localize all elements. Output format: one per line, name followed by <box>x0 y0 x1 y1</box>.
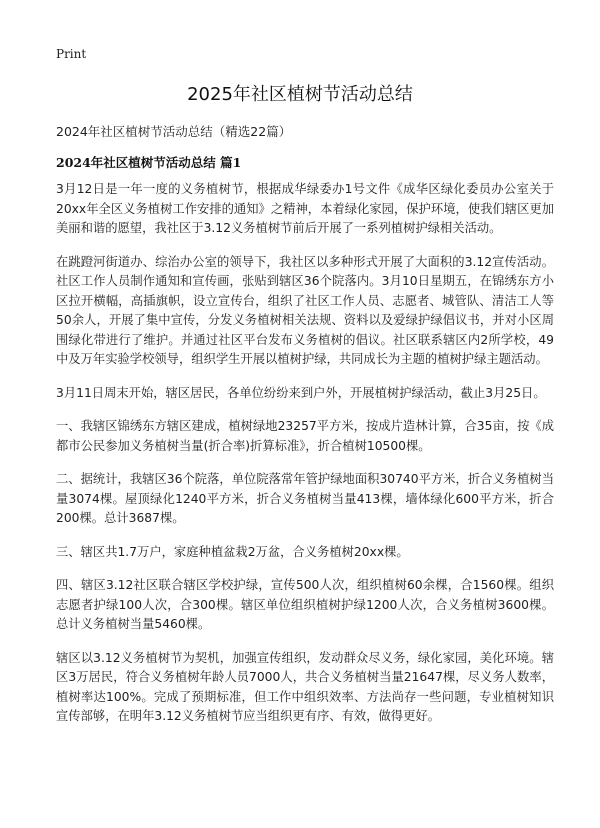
paragraph-intro: 3月12日是一年一度的义务植树节，根据成华绿委办1号文件《成华区绿化委员办公室关于20xx年全区义务植树工作安排的通知》之精神，本着绿化家园，保护环境，使我们辖区更加美丽和谐的愿望，我社区于3.12义务植树节前后开展了一系列植树护绿相关活动。 <box>56 182 554 235</box>
section-heading: 2024年社区植树节活动总结 篇1 <box>56 155 242 170</box>
paragraph-item-1: 一、我辖区锦绣东方辖区建成，植树绿地23257平方米，按成片造林计算，合35亩，按《成都市公民参加义务植树当量(折合率)折算标准》，折合植树10500棵。 <box>56 419 554 453</box>
print-link[interactable]: Print <box>56 47 87 61</box>
document-subtitle: 2024年社区植树节活动总结（精选22篇） <box>56 124 292 139</box>
paragraph-publicity: 在跳蹬河街道办、综治办公室的领导下，我社区以多种形式开展了大面积的3.12宣传活动。社区工作人员制作通知和宣传画，张贴到辖区36个院落内。3月10日星期五，在锦绣东方小区拉开横幅，高插旗帜，设立宣传台，组织了社区工作人员、志愿者、城管队、清洁工人等50余人，开展了集中宣传，分发义务植树相关法规、资料以及爱绿护绿倡议书，并对小区周围绿化带进行了维护。并通过社区平台发布义务植树的倡议。社区联系辖区内2所学校，49中及万年实验学校领导，组织学生开展以植树护绿，共同成长为主题的植树护绿主题活动。 <box>56 254 554 366</box>
paragraph-item-2: 二、据统计，我辖区36个院落，单位院落常年管护绿地面积30740平方米，折合义务植树当量3074棵。屋顶绿化1240平方米，折合义务植树当量413棵，墙体绿化600平方米，折合200棵。总计3687棵。 <box>56 472 554 525</box>
paragraph-item-4: 四、辖区3.12社区联合辖区学校护绿，宣传500人次，组织植树60余棵，合1560棵。组织志愿者护绿100人次，合300棵。辖区单位组织植树护绿1200人次，合义务植树3600棵。总计义务植树当量5460棵。 <box>56 578 554 631</box>
paragraph-schedule: 3月11日周末开始，辖区居民，各单位纷纷来到户外，开展植树护绿活动，截止3月25日。 <box>56 385 546 400</box>
page-title: 2025年社区植树节活动总结 <box>187 84 413 105</box>
paragraph-item-3: 三、辖区共1.7万户，家庭种植盆栽2万盆，合义务植树20xx棵。 <box>56 544 409 559</box>
paragraph-summary: 辖区以3.12义务植树节为契机，加强宣传组织，发动群众尽义务，绿化家园，美化环境。辖区3万居民，符合义务植树年龄人员7000人，共合义务植树当量21647棵，尽义务人数率，植树率达100%。完成了预期标准，但工作中组织效率、方法尚存一些问题，专业植树知识宣传部够，在明年3.12义务植树节应当组织更有序、有效，做得更好。 <box>56 650 554 723</box>
article-body <box>56 180 554 741</box>
